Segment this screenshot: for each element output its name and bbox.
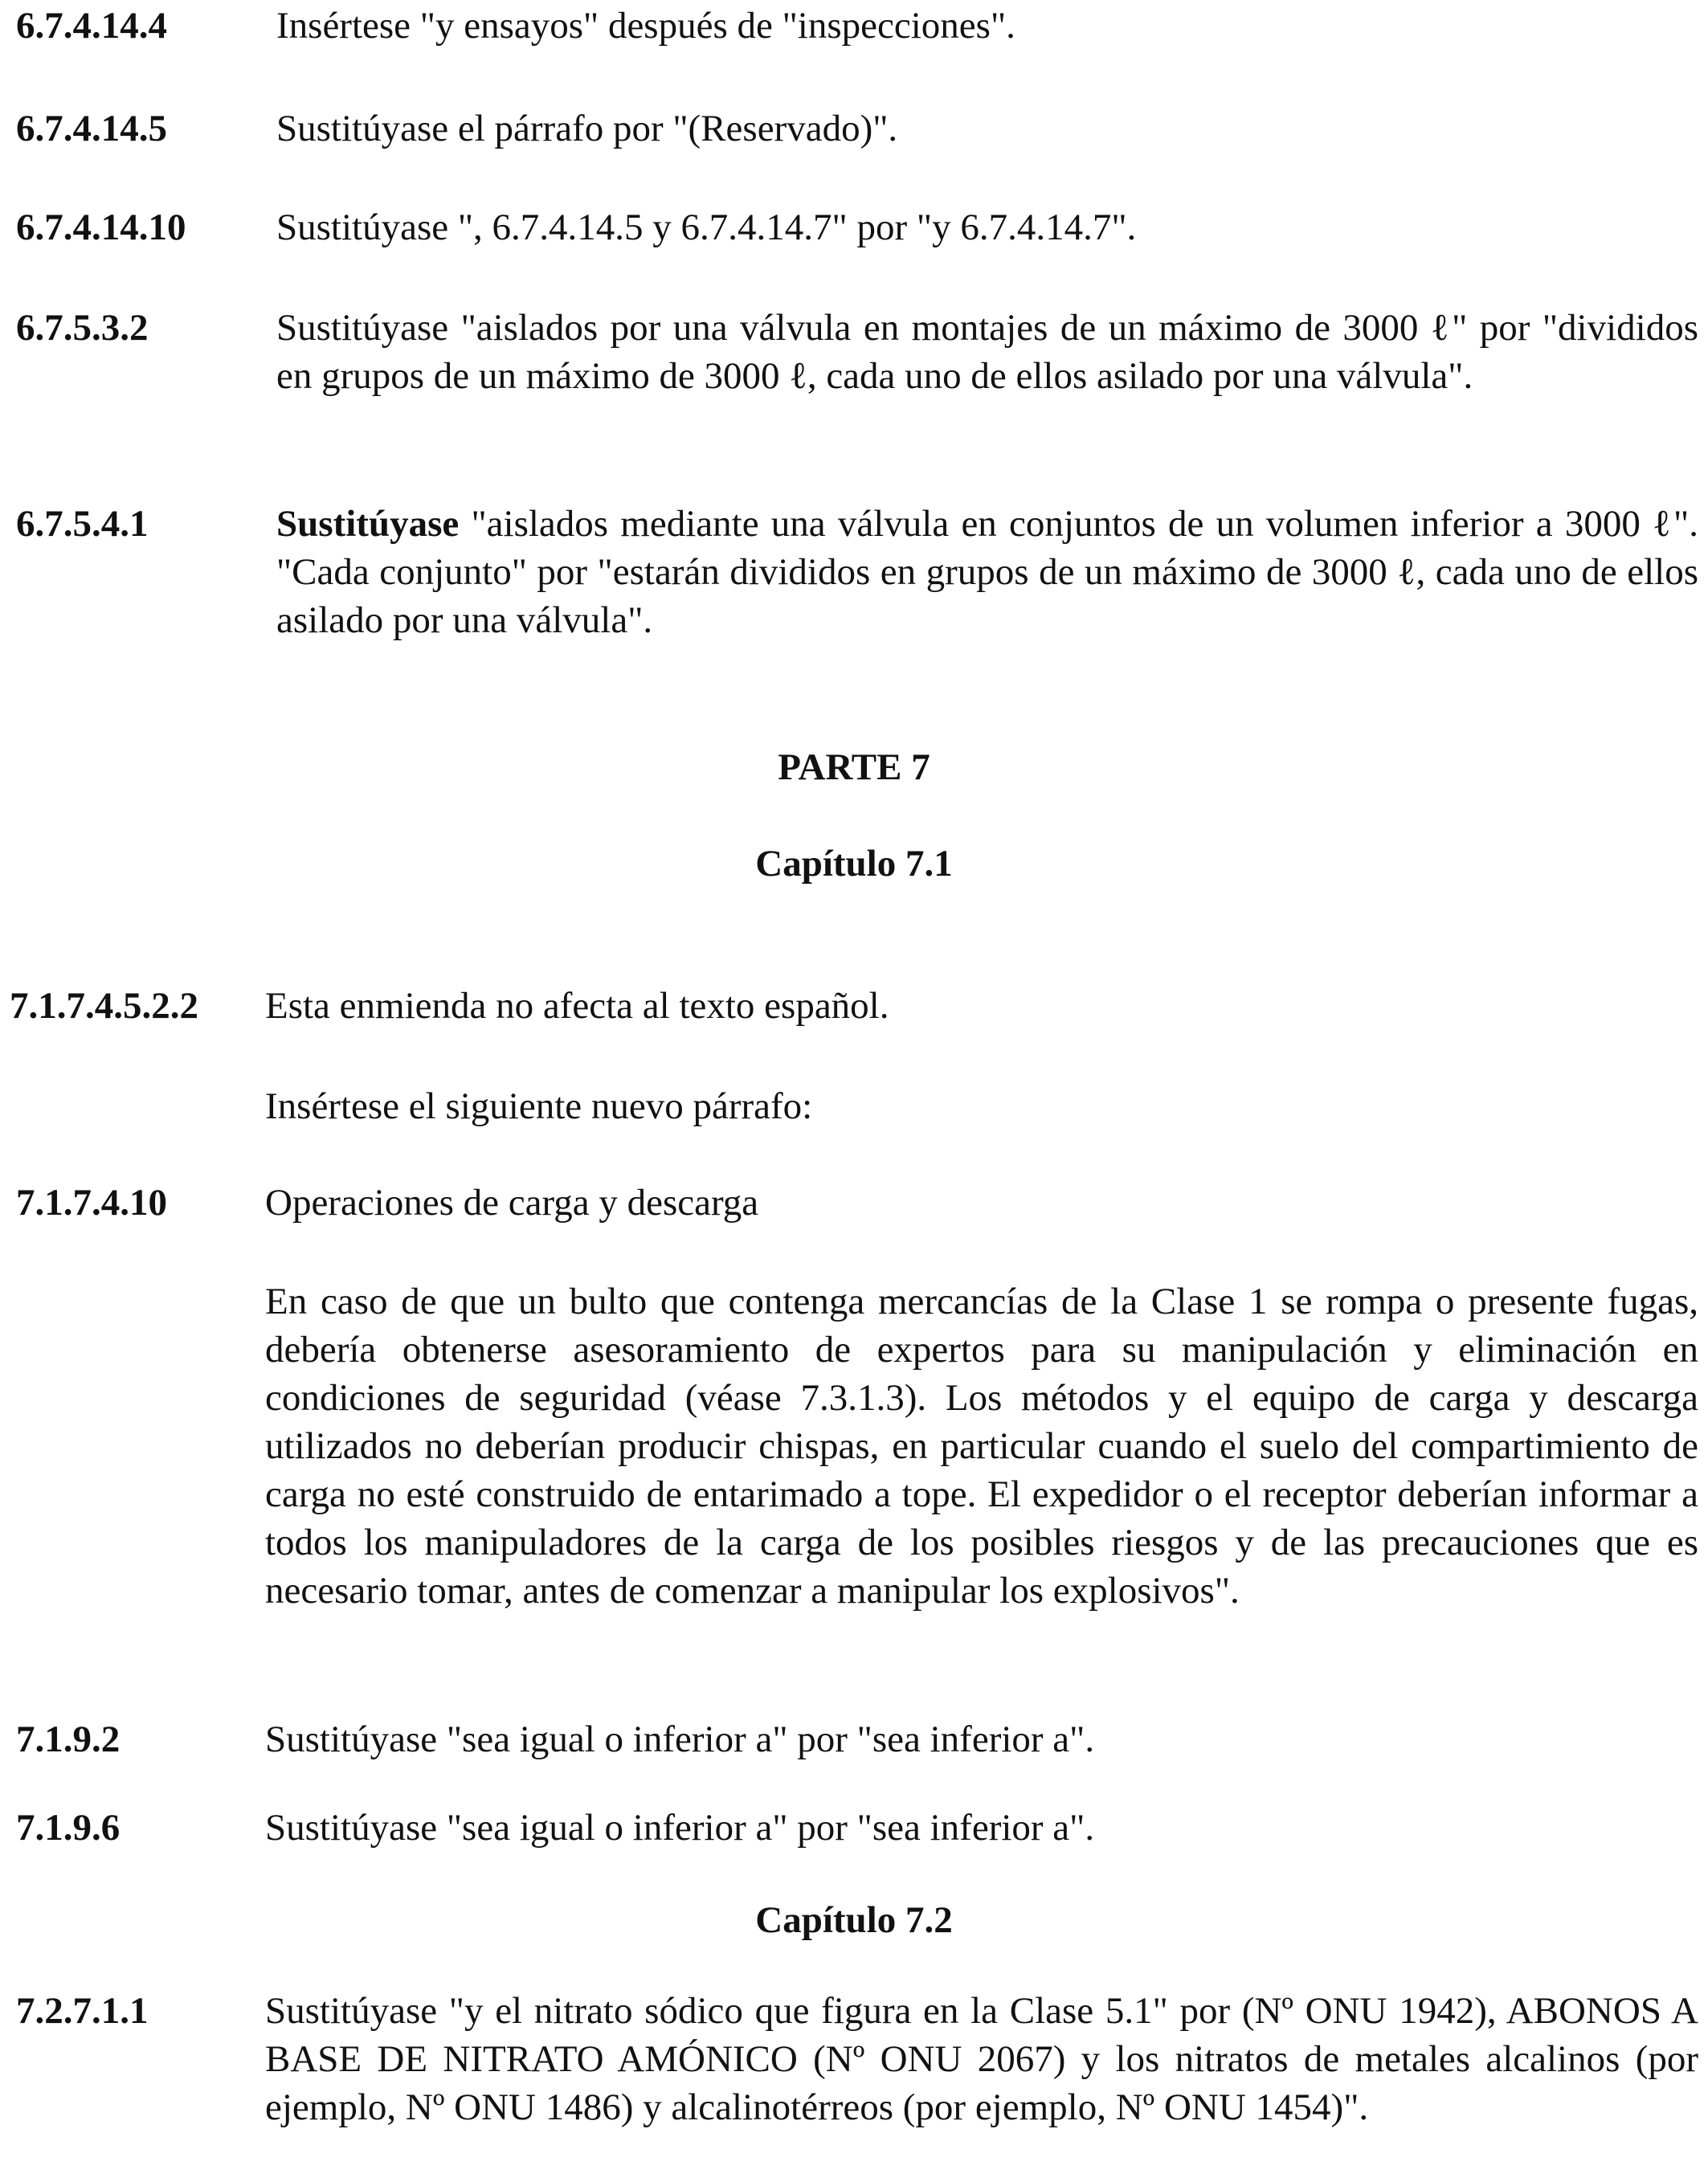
paragraph-number: 6.7.5.3.2 bbox=[16, 307, 149, 349]
paragraph-number: 6.7.4.14.5 bbox=[16, 108, 167, 149]
amendment-text: Esta enmienda no afecta al texto español. bbox=[265, 985, 889, 1027]
chapter-heading: Capítulo 7.2 bbox=[755, 1899, 953, 1941]
chapter-heading: Capítulo 7.1 bbox=[755, 843, 953, 885]
part-heading: PARTE 7 bbox=[778, 746, 930, 788]
paragraph-number: 6.7.5.4.1 bbox=[16, 503, 149, 545]
amendment-text: Sustitúyase ", 6.7.4.14.5 y 6.7.4.14.7" por "y 6.7.4.14.7". bbox=[276, 206, 1137, 248]
amendment-text: Sustitúyase el párrafo por "(Reservado)". bbox=[276, 108, 898, 149]
insert-note-text: Insértese el siguiente nuevo párrafo: bbox=[265, 1085, 813, 1127]
paragraph-number: 6.7.4.14.4 bbox=[16, 5, 167, 47]
paragraph-number: 7.1.7.4.10 bbox=[16, 1182, 167, 1224]
paragraph-body-text: En caso de que un bulto que contenga mercancías de la Clase 1 se rompa o presente fugas, debería obtenerse asesoramiento de expertos para su manipulación y eliminación en condiciones de seguridad (véase 7.3.1.3). Los métodos y el equipo de carga y descarga utilizados no deberían producir chispas, en particular cuando el suelo del compartimiento de carga no esté construido de entarimado a tope. El expedidor o el receptor deberían informar a todos los manipuladores de la carga de los posibles riesgos y de las precauciones que es necesario tomar, antes de comenzar a manipular los explosivos". bbox=[265, 1281, 1698, 1612]
amendment-text: Sustitúyase "aislados por una válvula en montajes de un máximo de 3000 ℓ" por "divididos en grupos de un máximo de 3000 ℓ, cada uno de ellos asilado por una válvula". bbox=[276, 307, 1698, 397]
paragraph-number: 6.7.4.14.10 bbox=[16, 206, 186, 248]
amendment-text: Insértese "y ensayos" después de "inspecciones". bbox=[276, 5, 1015, 47]
paragraph-number: 7.2.7.1.1 bbox=[16, 1990, 149, 2032]
amendment-text bbox=[276, 500, 1698, 644]
amendment-text-rest: "aislados mediante una válvula en conjuntos de un volumen inferior a 3000 ℓ". "Cada conjunto" por "estarán divididos en grupos de un máximo de 3000 ℓ, cada uno de ellos asilado por una válvula". bbox=[276, 503, 1698, 641]
amendment-text: Sustitúyase "sea igual o inferior a" por "sea inferior a". bbox=[265, 1807, 1095, 1849]
amendment-lead-word: Sustitúyase bbox=[276, 503, 460, 545]
paragraph-number: 7.1.7.4.5.2.2 bbox=[10, 985, 198, 1027]
amendment-text: Sustitúyase "sea igual o inferior a" por "sea inferior a". bbox=[265, 1718, 1095, 1760]
amendment-text: Sustitúyase "y el nitrato sódico que figura en la Clase 5.1" por (Nº ONU 1942), ABONOS A BASE DE NITRATO AMÓNICO (Nº ONU 2067) y los nitratos de metales alcalinos (por ejemplo, Nº ONU 1486) y alcalinotérreos (por ejemplo, Nº ONU 1454)". bbox=[265, 1990, 1698, 2128]
paragraph-number: 7.1.9.6 bbox=[16, 1807, 121, 1849]
paragraph-title: Operaciones de carga y descarga bbox=[265, 1182, 759, 1224]
paragraph-number: 7.1.9.2 bbox=[16, 1718, 121, 1760]
